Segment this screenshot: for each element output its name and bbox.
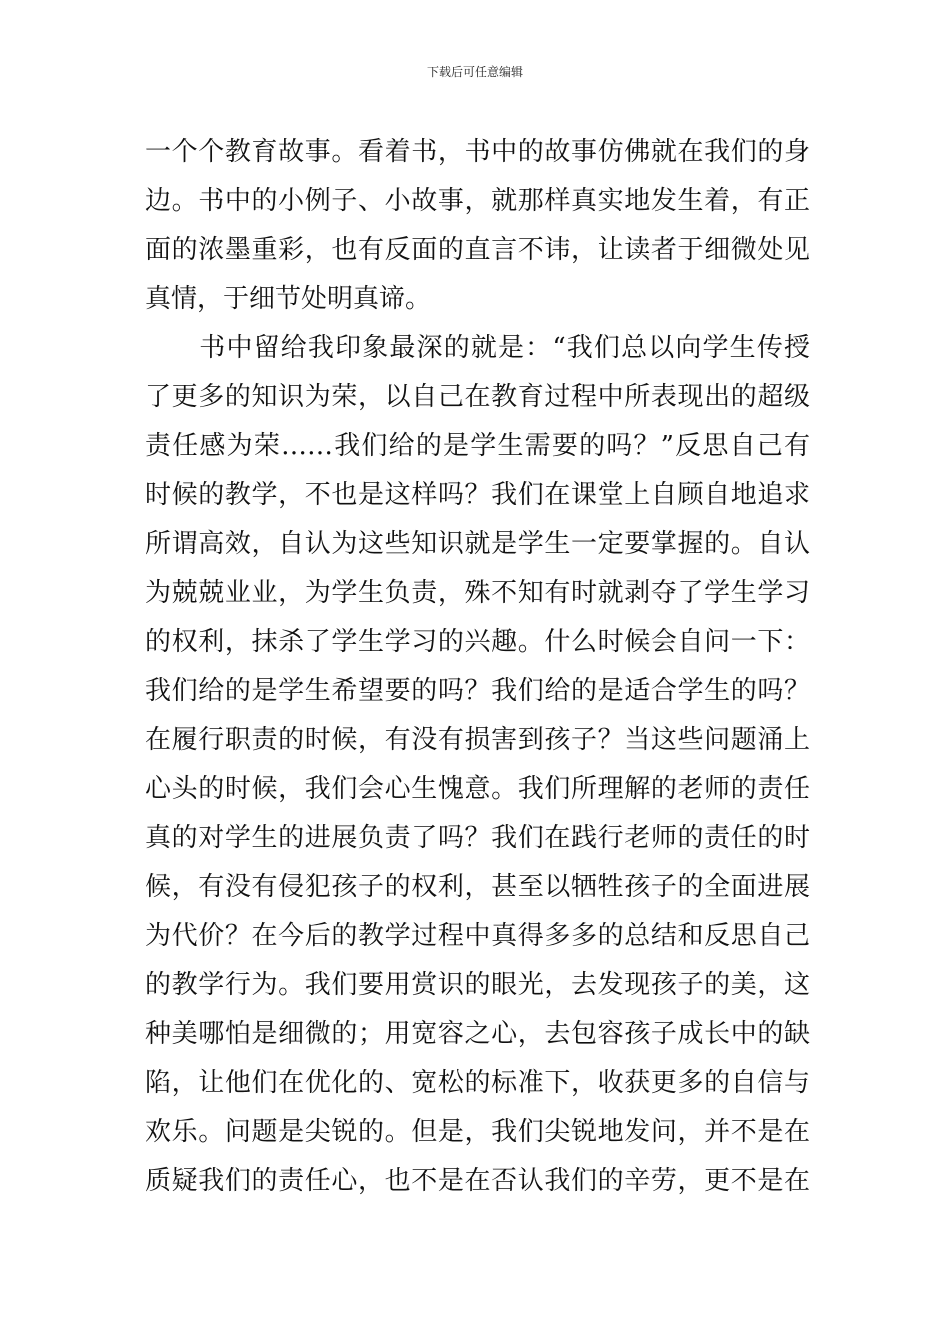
text-line: 责任感为荣……我们给的是学生需要的吗？”反思自己有 [145, 431, 810, 461]
text-line: 时候的教学，不也是这样吗？我们在课堂上自顾自地追求 [145, 480, 810, 510]
text-line: 面的浓墨重彩，也有反面的直言不讳，让读者于细微处见 [145, 235, 810, 265]
text-line: 边。书中的小例子、小故事，就那样真实地发生着，有正 [145, 186, 810, 216]
text-line: 为代价？在今后的教学过程中真得多多的总结和反思自己 [145, 921, 810, 951]
text-line: 在履行职责的时候，有没有损害到孩子？当这些问题涌上 [145, 725, 810, 755]
text-line: 真的对学生的进展负责了吗？我们在践行老师的责任的时 [145, 823, 810, 853]
body-text [145, 128, 810, 1206]
page-header: 下载后可任意编辑 [426, 65, 523, 79]
text-line: 种美哪怕是细微的；用宽容之心，去包容孩子成长中的缺 [145, 1019, 810, 1049]
text-line: 心头的时候，我们会心生愧意。我们所理解的老师的责任 [145, 774, 810, 804]
text-line: 质疑我们的责任心，也不是在否认我们的辛劳，更不是在 [145, 1166, 810, 1196]
text-line: 所谓高效，自认为这些知识就是学生一定要掌握的。自认 [145, 529, 810, 559]
text-line: 的教学行为。我们要用赏识的眼光，去发现孩子的美，这 [145, 970, 810, 1000]
text-line: 欢乐。问题是尖锐的。但是，我们尖锐地发问，并不是在 [145, 1117, 810, 1147]
text-line: 的权利，抹杀了学生学习的兴趣。什么时候会自问一下： [145, 627, 810, 657]
text-line: 为兢兢业业，为学生负责，殊不知有时就剥夺了学生学习 [145, 578, 810, 608]
text-line: 一个个教育故事。看着书，书中的故事仿佛就在我们的身 [145, 137, 810, 167]
text-line: 书中留给我印象最深的就是：“我们总以向学生传授 [145, 333, 810, 363]
text-line: 陷，让他们在优化的、宽松的标准下，收获更多的自信与 [145, 1068, 810, 1098]
text-line: 我们给的是学生希望要的吗？我们给的是适合学生的吗？ [145, 676, 810, 706]
text-line: 了更多的知识为荣，以自己在教育过程中所表现出的超级 [145, 382, 810, 412]
text-line: 真情，于细节处明真谛。 [145, 284, 432, 314]
text-line: 候，有没有侵犯孩子的权利，甚至以牺牲孩子的全面进展 [145, 872, 810, 902]
